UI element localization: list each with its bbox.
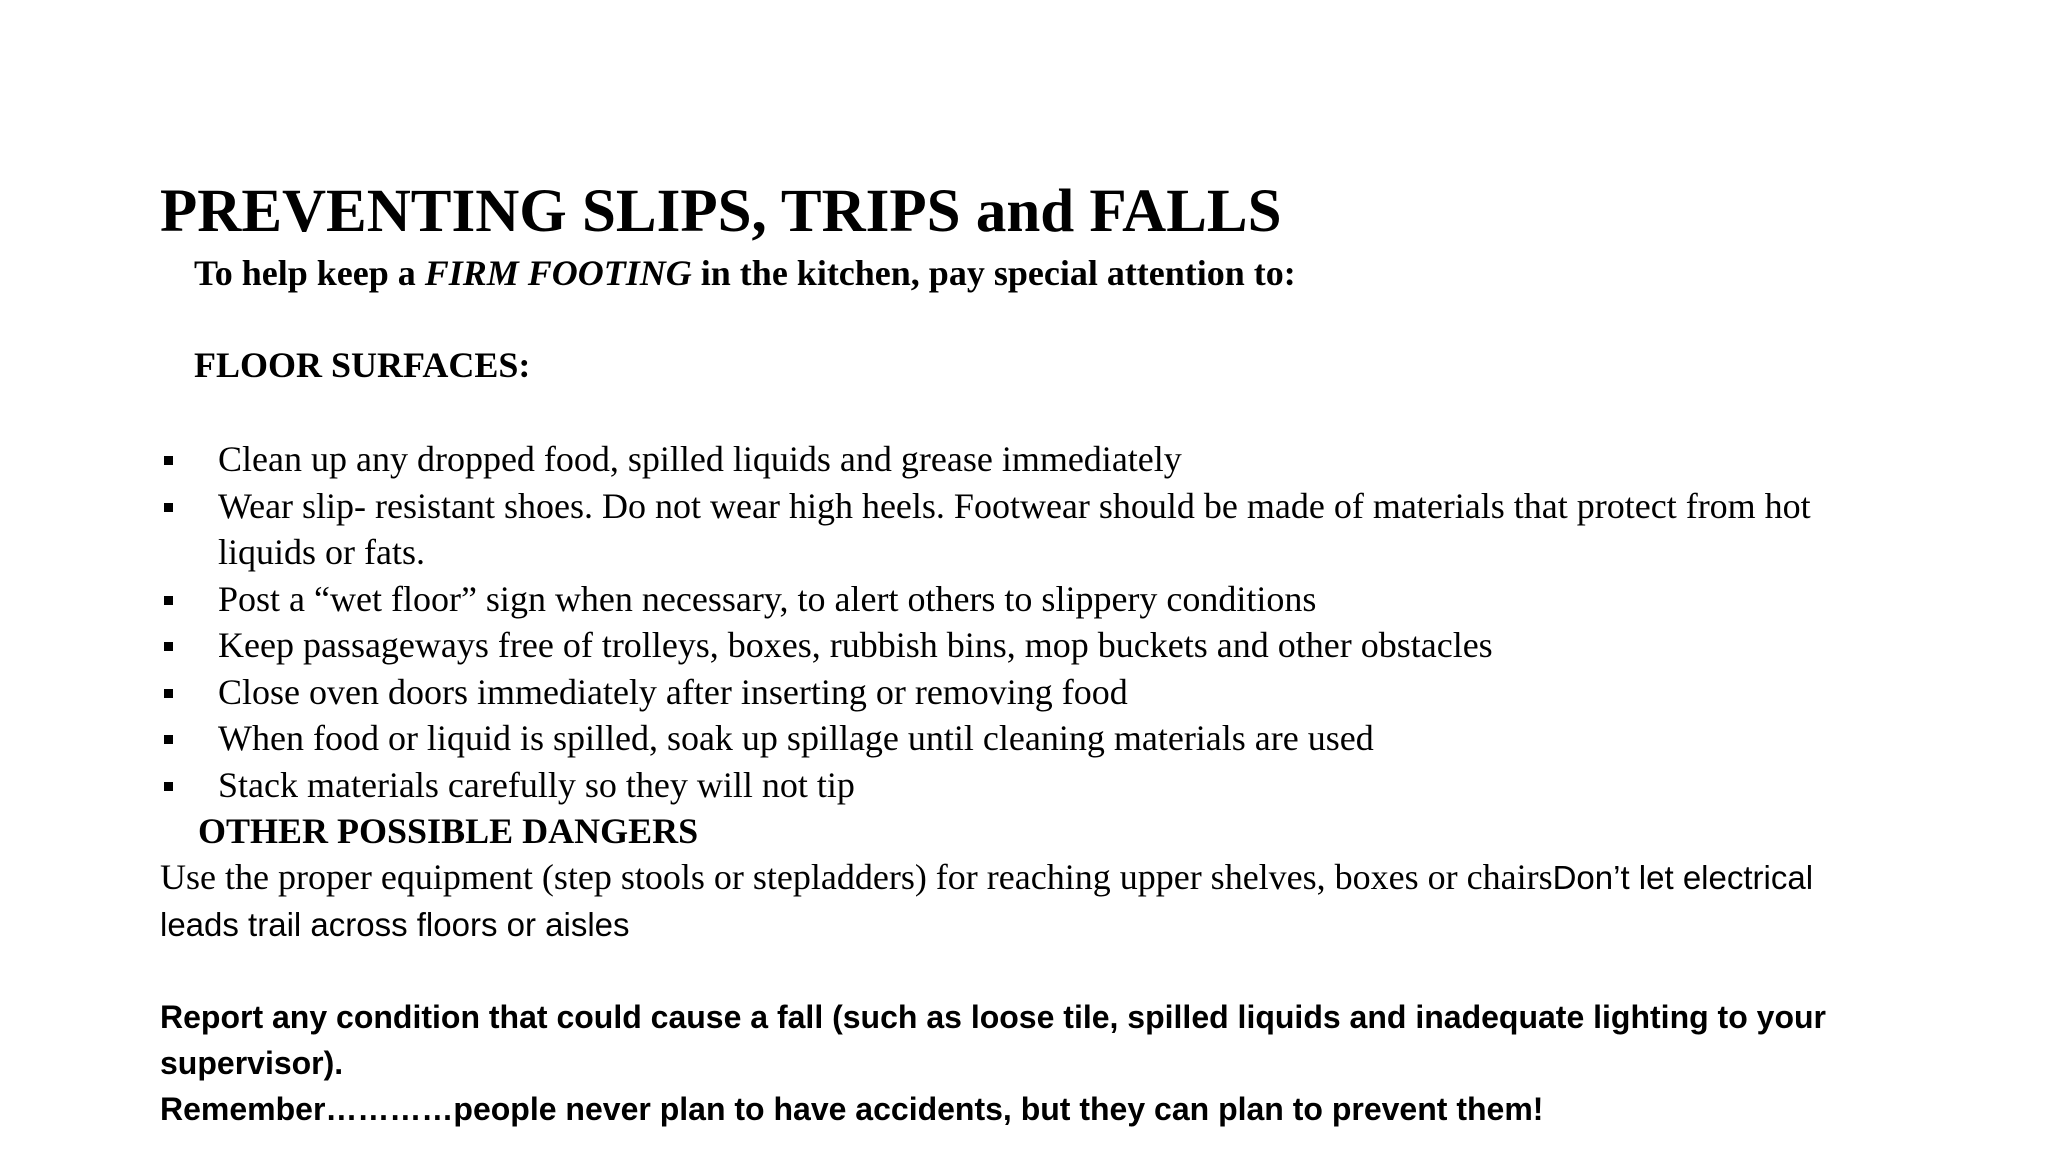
list-item-text: Wear slip- resistant shoes. Do not wear high heels. Footwear should be made of materials that protect from hot liquids or fats. xyxy=(218,485,1811,572)
square-bullet-icon xyxy=(164,642,173,651)
square-bullet-icon xyxy=(164,456,173,465)
page-title: PREVENTING SLIPS, TRIPS and FALLS xyxy=(160,178,1282,245)
square-bullet-icon xyxy=(164,689,173,698)
other-dangers-text-leads: Don’t let electrical leads trail across floors or aisles xyxy=(160,859,1814,943)
list-item xyxy=(160,436,1860,483)
floor-surfaces-list xyxy=(160,436,1860,808)
list-item-text: Post a “wet floor” sign when necessary, to alert others to slippery conditions xyxy=(218,578,1317,619)
subtitle xyxy=(194,250,1296,296)
list-item-text: Clean up any dropped food, spilled liquids and grease immediately xyxy=(218,439,1182,479)
subtitle-tail: in the kitchen, pay special attention to: xyxy=(691,253,1296,293)
square-bullet-icon xyxy=(164,596,173,605)
list-item xyxy=(160,715,1860,762)
list-item-text: When food or liquid is spilled, soak up spillage until cleaning materials are used xyxy=(218,718,1374,758)
square-bullet-icon xyxy=(164,735,173,744)
list-item xyxy=(160,669,1860,716)
subtitle-lead: To help keep a xyxy=(194,253,425,293)
other-dangers-text xyxy=(160,854,1880,948)
square-bullet-icon xyxy=(164,782,173,791)
subtitle-emphasis: FIRM FOOTING xyxy=(424,253,692,293)
floor-surfaces-heading: FLOOR SURFACES: xyxy=(194,345,531,385)
remember-note: Remember…………people never plan to have accidents, but they can plan to prevent them! xyxy=(160,1091,1544,1127)
list-item-text: Keep passageways free of trolleys, boxes, rubbish bins, mop buckets and other obstacles xyxy=(218,625,1493,665)
report-notice: Report any condition that could cause a fall (such as loose tile, spilled liquids and inadequate lighting to your supervisor). xyxy=(160,999,1826,1081)
list-item-text: Stack materials carefully so they will not tip xyxy=(218,764,855,805)
list-item xyxy=(160,483,1860,576)
other-dangers-text-equipment: Use the proper equipment (step stools or stepladders) for reaching upper shelves, boxes or chairs xyxy=(160,857,1553,897)
list-item xyxy=(160,576,1860,623)
list-item xyxy=(160,622,1860,669)
list-item xyxy=(160,762,1860,809)
list-item-text: Close oven doors immediately after inserting or removing food xyxy=(218,671,1128,712)
square-bullet-icon xyxy=(164,503,173,512)
other-dangers-heading: OTHER POSSIBLE DANGERS xyxy=(198,811,699,851)
